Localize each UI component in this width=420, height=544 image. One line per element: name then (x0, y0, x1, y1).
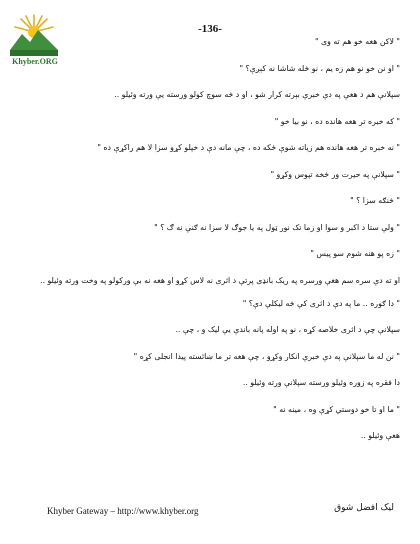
paragraph: " زه پو هنه شوم سو پیس " (310, 249, 400, 258)
paragraph: " ولې ستا د اکبر و سوا او زما تک نور ټول په یا جوګ لا سزا نه ګنې نه ګ ؟ " (154, 222, 400, 232)
paragraph: " نن له ما سپلانې په دې خبرې انکار وکړو ، چې هغه تر ما ښائسته پیدا انجلی کړه " (133, 351, 400, 361)
story-body (20, 36, 400, 457)
paragraph: " سپلانې په حیرت ور څخه تپوس وکړو " (270, 169, 400, 179)
paragraph: " نه خبره تر هغه هانده هم زیاته شوې ځکه ده ، چې مانه دې د خپلو کړو سزا لا هم راکړې ده " (97, 143, 400, 152)
paragraph: دا فقره په زوره وئیلو ورسته سپلانې ورته وئیلو .. (242, 378, 400, 387)
paragraph: سپلانې هم د هغې په دې خبرې بېرته کرار شو ، او د څه سوچ کولو ورسته یې ورته وئیلو .. (114, 90, 400, 99)
footer-site-link[interactable]: Khyber Gateway – http://www.khyber.org (47, 506, 199, 516)
paragraph: " څنګه سزا ؟ " (350, 196, 400, 205)
paragraph: او ته دې سره سم هغې ورسره په ریک بانډی پرتې د اثری نه لاس کړو او هغه نه بې ورکولو په وخت ورته وئیلو .. (40, 275, 400, 285)
logo-caption: Khyber.ORG (12, 57, 58, 66)
paragraph: " دا ګوره .. ما په دې د اثری کې څه لیکلې دې؟ " (242, 298, 400, 308)
paragraph: " که خبره تر هغه هانده ده ، نو بیا خو " (274, 116, 400, 126)
paragraph: " ما او تا خو دوستي کړې وه ، مینه نه " (273, 404, 400, 414)
paragraph: سپلانې چې د اثری خلاصه کړه ، نو په اوله پانه باندې یې لیک و ، چې .. (175, 325, 400, 334)
page-number: -136- (198, 23, 222, 35)
paragraph: هغې وئیلو .. (360, 431, 400, 440)
paragraph: " او نن خو نو هم زه یم ، نو څله شاشا نه کېږې؟ " (239, 63, 400, 73)
footer-author: لیک افضل شوق (334, 503, 394, 513)
paragraph: " لاکن هغه خو هم ته وی " (314, 37, 400, 46)
